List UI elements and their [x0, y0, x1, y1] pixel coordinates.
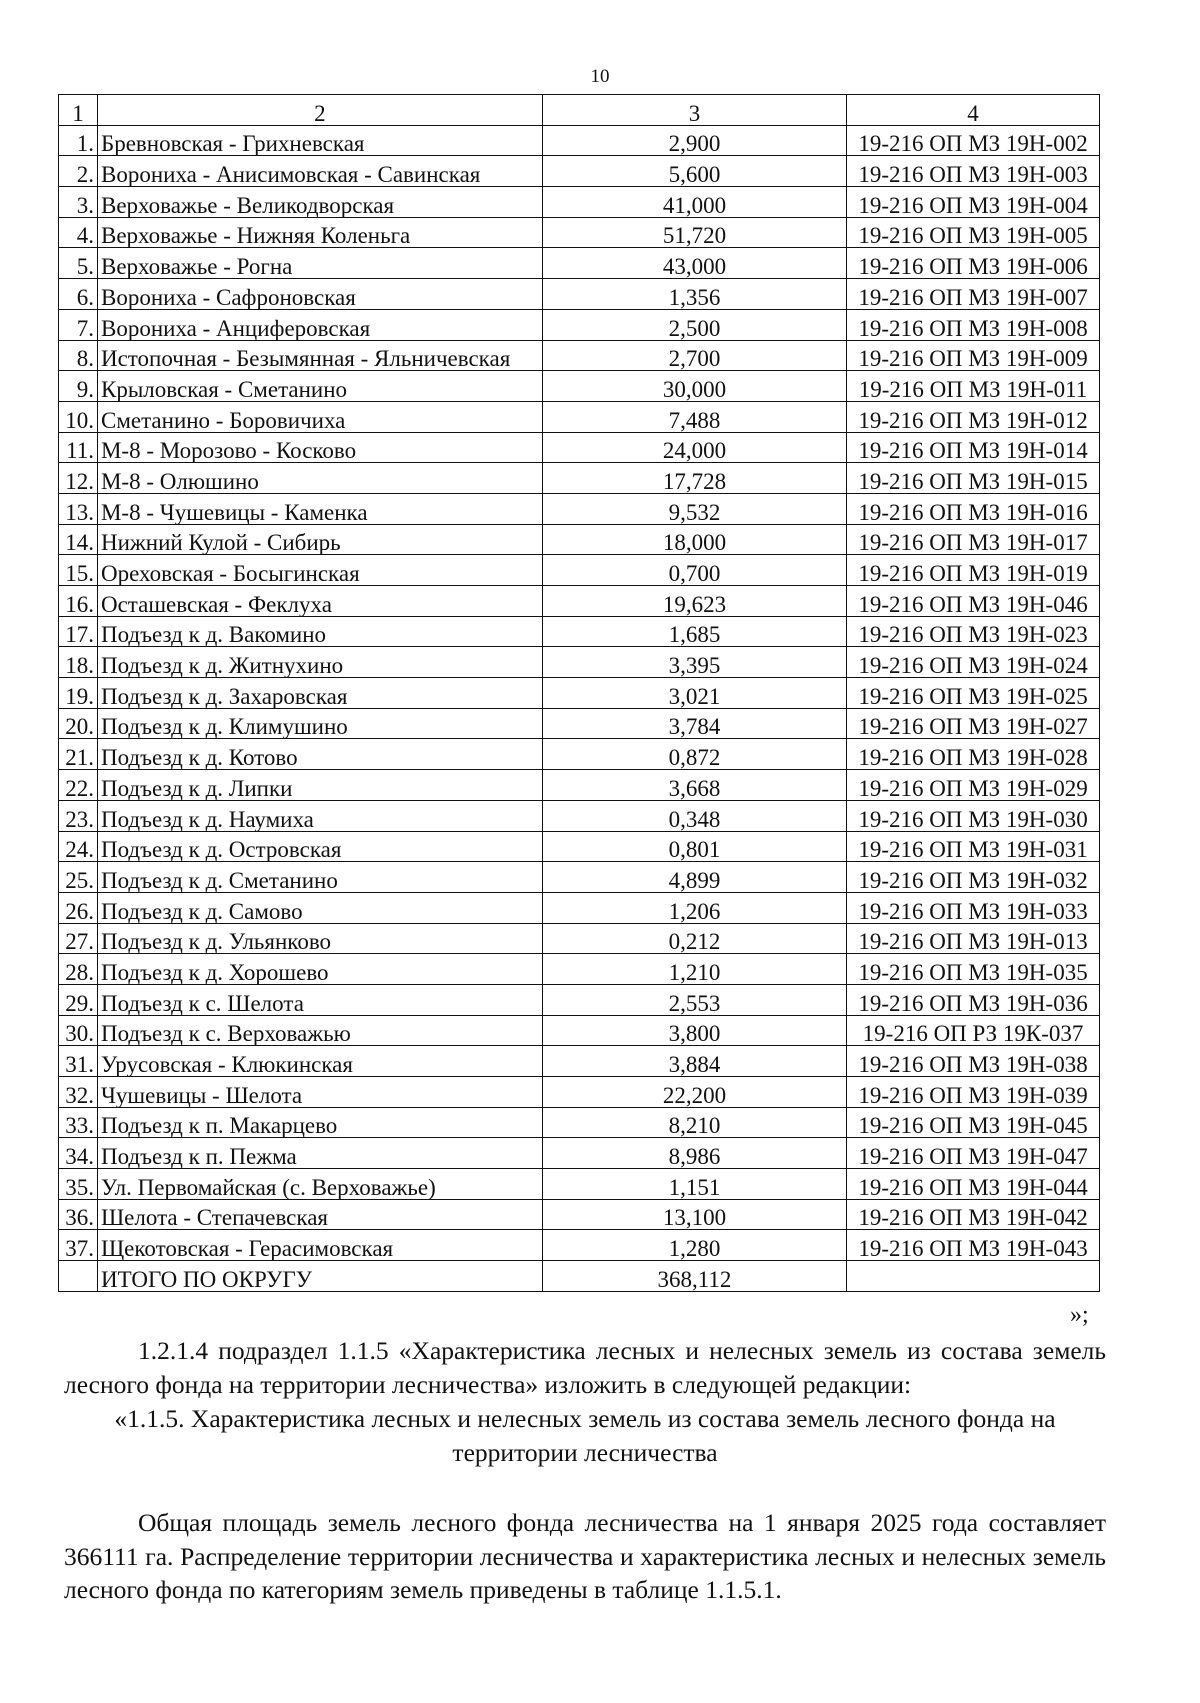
road-length: 1,685 [542, 616, 846, 647]
table-row [59, 892, 1100, 923]
road-code: 19-216 ОП МЗ 19Н-025 [847, 678, 1100, 709]
table-row [59, 217, 1100, 248]
road-name: Подъезд к д. Наумиха [97, 800, 542, 831]
row-number: 22. [59, 770, 98, 801]
road-code: 19-216 ОП МЗ 19Н-033 [847, 892, 1100, 923]
road-length: 19,623 [542, 586, 846, 617]
road-code: 19-216 ОП МЗ 19Н-032 [847, 862, 1100, 893]
road-code: 19-216 ОП РЗ 19К-037 [847, 1015, 1100, 1046]
paragraph-total-area: Общая площадь земель лесного фонда лесничества на 1 января 2025 года составляет 366111 га. Распределение территории лесничества и характеристика лесных и нелесных земель лесного фонда по категориям земель приведены в таблице 1.1.5.1. [64, 1508, 1106, 1604]
row-number: 16. [59, 586, 98, 617]
road-length: 2,500 [542, 309, 846, 340]
table-row [59, 678, 1100, 709]
road-name: Ореховская - Босыгинская [97, 555, 542, 586]
road-code: 19-216 ОП МЗ 19Н-031 [847, 831, 1100, 862]
road-name: М-8 - Морозово - Косково [97, 432, 542, 463]
road-name: Подъезд к с. Шелота [97, 984, 542, 1015]
row-number: 7. [59, 309, 98, 340]
road-length: 30,000 [542, 371, 846, 402]
row-number: 24. [59, 831, 98, 862]
road-name: Сметанино - Боровичиха [97, 401, 542, 432]
road-length: 5,600 [542, 156, 846, 187]
row-number: 13. [59, 493, 98, 524]
road-name: Подъезд к д. Островская [97, 831, 542, 862]
road-code: 19-216 ОП МЗ 19Н-029 [847, 770, 1100, 801]
row-number: 28. [59, 954, 98, 985]
road-length: 43,000 [542, 248, 846, 279]
table-row [59, 432, 1100, 463]
table-row [59, 616, 1100, 647]
road-code: 19-216 ОП МЗ 19Н-009 [847, 340, 1100, 371]
table-row [59, 463, 1100, 494]
table-row [59, 1169, 1100, 1200]
road-name: Подъезд к с. Верховажью [97, 1015, 542, 1046]
road-length: 1,280 [542, 1230, 846, 1261]
table-row [59, 862, 1100, 893]
header-col-4: 4 [847, 95, 1100, 126]
road-length: 0,801 [542, 831, 846, 862]
road-length: 0,700 [542, 555, 846, 586]
road-code: 19-216 ОП МЗ 19Н-028 [847, 739, 1100, 770]
header-col-3: 3 [542, 95, 846, 126]
header-col-1: 1 [59, 95, 98, 126]
table-row [59, 401, 1100, 432]
page-number: 10 [590, 66, 610, 87]
road-code: 19-216 ОП МЗ 19Н-046 [847, 586, 1100, 617]
road-name: Верховажье - Великодворская [97, 187, 542, 218]
road-length: 2,900 [542, 125, 846, 156]
row-number: 21. [59, 739, 98, 770]
row-number: 6. [59, 279, 98, 310]
road-name: Истопочная - Безымянная - Яльничевская [97, 340, 542, 371]
row-number: 5. [59, 248, 98, 279]
road-name: Подъезд к п. Макарцево [97, 1107, 542, 1138]
table-row [59, 1199, 1100, 1230]
road-length: 8,986 [542, 1138, 846, 1169]
header-col-2: 2 [97, 95, 542, 126]
row-number: 1. [59, 125, 98, 156]
road-length: 22,200 [542, 1077, 846, 1108]
row-number: 3. [59, 187, 98, 218]
row-number: 14. [59, 524, 98, 555]
table-row [59, 739, 1100, 770]
road-code: 19-216 ОП МЗ 19Н-044 [847, 1169, 1100, 1200]
row-number: 10. [59, 401, 98, 432]
table-row [59, 309, 1100, 340]
road-length: 41,000 [542, 187, 846, 218]
road-code: 19-216 ОП МЗ 19Н-024 [847, 647, 1100, 678]
road-code: 19-216 ОП МЗ 19Н-030 [847, 800, 1100, 831]
road-code: 19-216 ОП МЗ 19Н-012 [847, 401, 1100, 432]
table-row [59, 555, 1100, 586]
road-name: Бревновская - Грихневская [97, 125, 542, 156]
row-number: 32. [59, 1077, 98, 1108]
road-name: М-8 - Чушевицы - Каменка [97, 493, 542, 524]
table-row [59, 984, 1100, 1015]
road-code: 19-216 ОП МЗ 19Н-045 [847, 1107, 1100, 1138]
table-header-row [59, 95, 1100, 126]
road-length: 18,000 [542, 524, 846, 555]
table-row [59, 586, 1100, 617]
roads-table [58, 94, 1100, 1292]
total-length: 368,112 [542, 1261, 846, 1292]
row-number: 18. [59, 647, 98, 678]
road-code: 19-216 ОП МЗ 19Н-005 [847, 217, 1100, 248]
total-label: ИТОГО ПО ОКРУГУ [97, 1261, 542, 1292]
road-length: 17,728 [542, 463, 846, 494]
road-length: 1,210 [542, 954, 846, 985]
road-name: Ул. Первомайская (с. Верховажье) [97, 1169, 542, 1200]
table-row [59, 187, 1100, 218]
road-name: Чушевицы - Шелота [97, 1077, 542, 1108]
road-code: 19-216 ОП МЗ 19Н-006 [847, 248, 1100, 279]
table-row [59, 800, 1100, 831]
road-length: 3,800 [542, 1015, 846, 1046]
road-length: 1,151 [542, 1169, 846, 1200]
row-number: 29. [59, 984, 98, 1015]
paragraph-amendment: 1.2.1.4 подраздел 1.1.5 «Характеристика лесных и нелесных земель из состава земель лесного фонда на территории лесничества» изложить в следующей редакции: [64, 1336, 1106, 1399]
road-name: Верховажье - Рогна [97, 248, 542, 279]
table-row [59, 1138, 1100, 1169]
road-code: 19-216 ОП МЗ 19Н-003 [847, 156, 1100, 187]
road-code: 19-216 ОП МЗ 19Н-004 [847, 187, 1100, 218]
table-row [59, 831, 1100, 862]
road-code: 19-216 ОП МЗ 19Н-038 [847, 1046, 1100, 1077]
table-row [59, 248, 1100, 279]
table-row [59, 647, 1100, 678]
row-number: 4. [59, 217, 98, 248]
road-code: 19-216 ОП МЗ 19Н-017 [847, 524, 1100, 555]
road-name: Подъезд к д. Захаровская [97, 678, 542, 709]
road-code: 19-216 ОП МЗ 19Н-019 [847, 555, 1100, 586]
row-number: 8. [59, 340, 98, 371]
table-row [59, 340, 1100, 371]
row-number: 30. [59, 1015, 98, 1046]
road-length: 1,356 [542, 279, 846, 310]
road-name: Ворониха - Анисимовская - Савинская [97, 156, 542, 187]
row-number: 9. [59, 371, 98, 402]
row-number: 25. [59, 862, 98, 893]
road-name: Крыловская - Сметанино [97, 371, 542, 402]
road-length: 24,000 [542, 432, 846, 463]
road-length: 13,100 [542, 1199, 846, 1230]
table-row [59, 125, 1100, 156]
row-number: 23. [59, 800, 98, 831]
road-code: 19-216 ОП МЗ 19Н-016 [847, 493, 1100, 524]
table-row [59, 279, 1100, 310]
road-name: Нижний Кулой - Сибирь [97, 524, 542, 555]
road-name: Щекотовская - Герасимовская [97, 1230, 542, 1261]
table-row [59, 1046, 1100, 1077]
road-name: Ворониха - Анциферовская [97, 309, 542, 340]
total-empty-cell [59, 1261, 98, 1292]
row-number: 26. [59, 892, 98, 923]
road-length: 51,720 [542, 217, 846, 248]
row-number: 33. [59, 1107, 98, 1138]
road-name: Урусовская - Клюкинская [97, 1046, 542, 1077]
row-number: 35. [59, 1169, 98, 1200]
road-name: М-8 - Олюшино [97, 463, 542, 494]
road-name: Подъезд к д. Житнухино [97, 647, 542, 678]
row-number: 2. [59, 156, 98, 187]
row-number: 19. [59, 678, 98, 709]
road-name: Подъезд к д. Котово [97, 739, 542, 770]
road-length: 0,212 [542, 923, 846, 954]
road-length: 3,884 [542, 1046, 846, 1077]
road-code: 19-216 ОП МЗ 19Н-036 [847, 984, 1100, 1015]
closing-quote: »; [1070, 1302, 1089, 1328]
table-row [59, 1107, 1100, 1138]
road-code: 19-216 ОП МЗ 19Н-047 [847, 1138, 1100, 1169]
road-length: 2,700 [542, 340, 846, 371]
road-name: Подъезд к п. Пежма [97, 1138, 542, 1169]
table-row [59, 1077, 1100, 1108]
row-number: 31. [59, 1046, 98, 1077]
road-length: 4,899 [542, 862, 846, 893]
road-length: 3,784 [542, 708, 846, 739]
row-number: 11. [59, 432, 98, 463]
road-name: Подъезд к д. Климушино [97, 708, 542, 739]
road-name: Подъезд к д. Ульянково [97, 923, 542, 954]
road-name: Подъезд к д. Вакомино [97, 616, 542, 647]
road-code: 19-216 ОП МЗ 19Н-007 [847, 279, 1100, 310]
road-code: 19-216 ОП МЗ 19Н-027 [847, 708, 1100, 739]
total-code-empty [847, 1261, 1100, 1292]
total-row [59, 1261, 1100, 1292]
road-name: Подъезд к д. Хорошево [97, 954, 542, 985]
road-code: 19-216 ОП МЗ 19Н-008 [847, 309, 1100, 340]
row-number: 36. [59, 1199, 98, 1230]
section-heading: «1.1.5. Характеристика лесных и нелесных земель из состава земель лесного фонда на территории лесничества [114, 1404, 1056, 1467]
road-code: 19-216 ОП МЗ 19Н-014 [847, 432, 1100, 463]
road-length: 3,668 [542, 770, 846, 801]
road-code: 19-216 ОП МЗ 19Н-013 [847, 923, 1100, 954]
table-row [59, 493, 1100, 524]
row-number: 20. [59, 708, 98, 739]
road-length: 3,021 [542, 678, 846, 709]
road-name: Осташевская - Феклуха [97, 586, 542, 617]
table-row [59, 156, 1100, 187]
road-code: 19-216 ОП МЗ 19Н-015 [847, 463, 1100, 494]
road-code: 19-216 ОП МЗ 19Н-011 [847, 371, 1100, 402]
road-name: Подъезд к д. Сметанино [97, 862, 542, 893]
table-row [59, 954, 1100, 985]
road-length: 2,553 [542, 984, 846, 1015]
row-number: 12. [59, 463, 98, 494]
table-row [59, 371, 1100, 402]
table-row [59, 1015, 1100, 1046]
road-code: 19-216 ОП МЗ 19Н-035 [847, 954, 1100, 985]
table-row [59, 770, 1100, 801]
road-length: 0,872 [542, 739, 846, 770]
road-name: Ворониха - Сафроновская [97, 279, 542, 310]
road-name: Подъезд к д. Самово [97, 892, 542, 923]
table-row [59, 923, 1100, 954]
road-length: 0,348 [542, 800, 846, 831]
row-number: 15. [59, 555, 98, 586]
row-number: 34. [59, 1138, 98, 1169]
road-code: 19-216 ОП МЗ 19Н-002 [847, 125, 1100, 156]
table-row [59, 524, 1100, 555]
road-name: Подъезд к д. Липки [97, 770, 542, 801]
road-code: 19-216 ОП МЗ 19Н-023 [847, 616, 1100, 647]
road-code: 19-216 ОП МЗ 19Н-039 [847, 1077, 1100, 1108]
road-name: Верховажье - Нижняя Коленьга [97, 217, 542, 248]
road-length: 7,488 [542, 401, 846, 432]
row-number: 17. [59, 616, 98, 647]
road-name: Шелота - Степачевская [97, 1199, 542, 1230]
road-length: 8,210 [542, 1107, 846, 1138]
row-number: 27. [59, 923, 98, 954]
road-code: 19-216 ОП МЗ 19Н-043 [847, 1230, 1100, 1261]
road-length: 9,532 [542, 493, 846, 524]
road-length: 1,206 [542, 892, 846, 923]
road-code: 19-216 ОП МЗ 19Н-042 [847, 1199, 1100, 1230]
road-length: 3,395 [542, 647, 846, 678]
table-row [59, 708, 1100, 739]
table-row [59, 1230, 1100, 1261]
row-number: 37. [59, 1230, 98, 1261]
